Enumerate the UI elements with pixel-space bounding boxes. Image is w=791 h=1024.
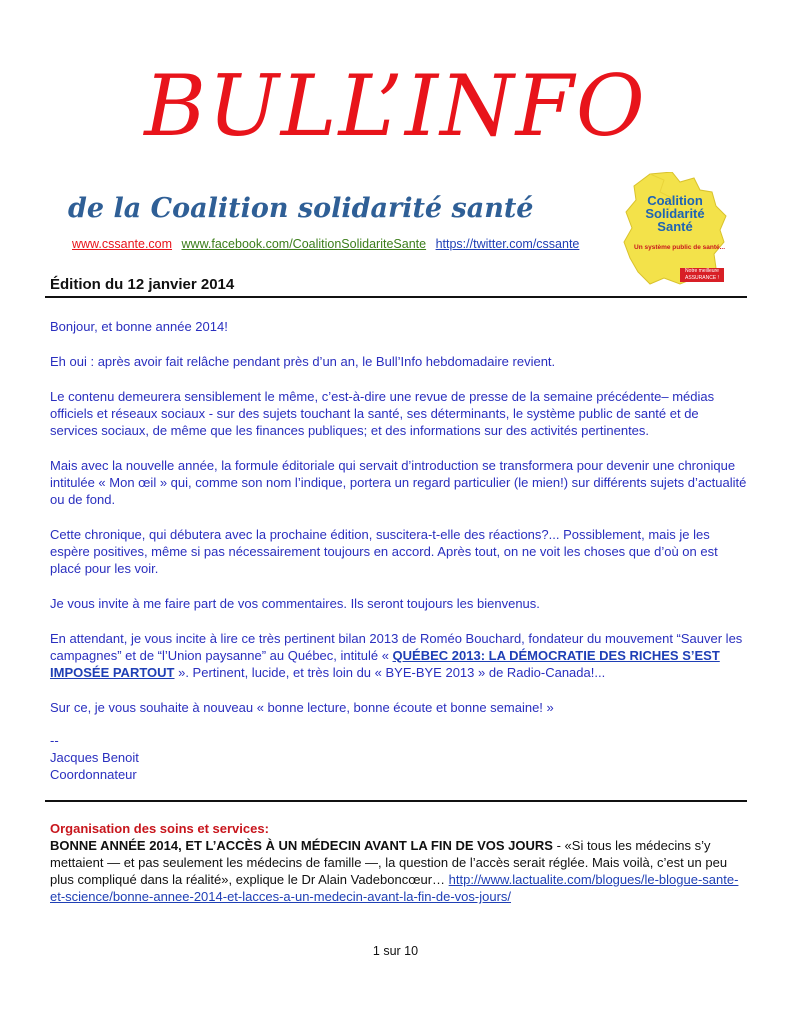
recommendation-text-before: En attendant, je vous incite à lire ce très pertinent bilan 2013 de Roméo Bouchard, fondateur du mouvement “Sauver les campagnes” et de “l’Union paysanne” au Québec, intitulé « — [50, 631, 743, 663]
paragraph-new-format: Mais avec la nouvelle année, la formule éditoriale qui servait d’introduction se transformera pour devenir une chronique intitulée « Mon œil » qui, comme son nom l’indique, portera un regard particulier (le mien!) sur différents sujets d’actualité ou de fond. — [50, 458, 747, 507]
masthead-title: BULL’INFO — [144, 57, 647, 155]
header-links — [72, 236, 585, 252]
facebook-link[interactable]: www.facebook.com/CoalitionSolidariteSante — [181, 237, 427, 251]
news-summary: - «Si tous les médecins s’y mettaient — et pas seulement les médecins de famille —, la question de l’accès serait réglée. Mais voilà, c’est un peu plus compliqué dans la réalité», explique le Dr Alain Vadeboncœur… — [50, 838, 728, 887]
signature-dash: -- — [50, 733, 59, 748]
logo-line-3: Santé — [657, 219, 693, 234]
editorial-body — [50, 318, 747, 783]
divider-middle — [45, 800, 747, 802]
paragraph-chronicle: Cette chronique, qui débutera avec la prochaine édition, suscitera-t-elle des réactions?... Possiblement, mais je les espère positives, même si pas nécessairement toujours en accord. Après tout, on ne voit les choses que d’où on est placé pour les voir. — [50, 527, 718, 576]
paragraph-return: Eh oui : après avoir fait relâche pendant près d’un an, le Bull’Info hebdomadaire revient. — [50, 354, 556, 369]
signature — [50, 732, 747, 783]
news-source-link[interactable]: http://www.lactualite.com/blogues/le-blogue-sante-et-science/bonne-annee-2014-et-lacces-a-un-medecin-avant-la-fin-de-vos-jours/ — [50, 872, 739, 904]
masthead-subtitle: de la Coalition solidarité santé — [68, 193, 534, 224]
page-number: 1 sur 10 — [372, 944, 419, 958]
twitter-link[interactable]: https://twitter.com/cssante — [435, 237, 580, 251]
news-headline: BONNE ANNÉE 2014, ET L’ACCÈS À UN MÉDECIN AVANT LA FIN DE VOS JOURS — [50, 838, 553, 853]
logo-line-2: Solidarité — [645, 206, 705, 221]
website-link[interactable]: www.cssante.com — [72, 237, 173, 251]
paragraph-closing: Sur ce, je vous souhaite à nouveau « bonne lecture, bonne écoute et bonne semaine! » — [50, 700, 554, 715]
logo-badge: Notre meilleure ASSURANCE ! — [680, 268, 724, 282]
news-item — [50, 837, 747, 905]
recommendation-text-after: ». Pertinent, lucide, et très loin du « BYE-BYE 2013 » de Radio-Canada!... — [174, 665, 606, 680]
paragraph-invite: Je vous invite à me faire part de vos commentaires. Ils seront toujours les bienvenus. — [50, 596, 540, 611]
divider-top — [45, 296, 747, 298]
logo-tagline: Un système public de santé... — [634, 244, 726, 251]
coalition-logo — [620, 172, 730, 290]
paragraph-recommendation — [50, 630, 747, 681]
paragraph-greeting: Bonjour, et bonne année 2014! — [50, 319, 228, 334]
logo-wordmark — [620, 194, 730, 233]
article-link-quebec-2013[interactable]: QUÉBEC 2013: LA DÉMOCRATIE DES RICHES S’EST IMPOSÉE PARTOUT — [50, 648, 720, 680]
section-heading: Organisation des soins et services: — [50, 821, 269, 836]
edition-date: Édition du 12 janvier 2014 — [50, 276, 235, 293]
signature-title: Coordonnateur — [50, 767, 137, 782]
logo-line-1: Coalition — [647, 193, 703, 208]
signature-name: Jacques Benoit — [50, 750, 139, 765]
news-section — [50, 820, 747, 905]
paragraph-content: Le contenu demeurera sensiblement le même, c’est-à-dire une revue de presse de la semaine précédente– médias officiels et réseaux sociaux - sur des sujets touchant la santé, ses déterminants, le système public de santé et de services sociaux, de même que les finances publiques; et des informations sur des activités pertinentes. — [50, 389, 715, 438]
